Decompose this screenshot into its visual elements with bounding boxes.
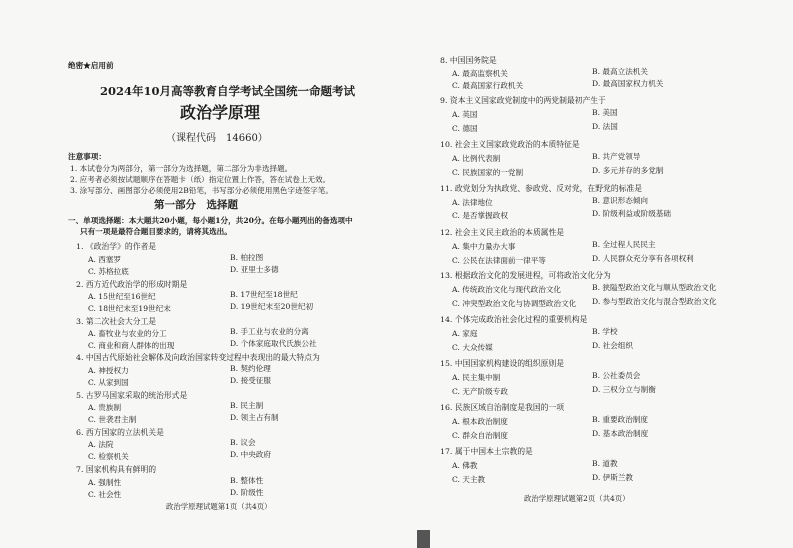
option-c: C. 无产阶级专政	[452, 387, 508, 396]
option-a: A. 英国	[452, 110, 478, 119]
scan-registration-mark	[417, 530, 430, 548]
option-d: D. 中央政府	[230, 450, 272, 459]
option-c: C. 最高国家行政机关	[452, 81, 524, 90]
option-a: A. 畜牧业与农业的分工	[88, 329, 167, 338]
option-c: C. 检察机关	[88, 452, 129, 461]
option-c: C. 公民在法律面前一律平等	[452, 256, 546, 265]
option-d: D. 多元并存的多党制	[592, 166, 664, 175]
option-a: A. 家庭	[452, 329, 478, 338]
option-c: C. 商业和商人群体的出现	[88, 341, 175, 350]
option-d: D. 三权分立与制衡	[592, 385, 656, 394]
course-code: （课程代码 14660）	[166, 133, 268, 144]
option-a: A. 西塞罗	[88, 255, 122, 264]
option-c: C. 是否掌握政权	[452, 211, 508, 220]
note-item: 3. 涂写部分、画图部分必须使用2B铅笔，书写部分必须使用黑色字迹签字笔。	[70, 186, 334, 195]
section-intro: 一、单项选择题：本大题共20小题，每小题1分，共20分。在每小题列出的备选项中	[68, 216, 353, 225]
option-a: A. 比例代表制	[452, 154, 501, 163]
option-a: A. 最高监察机关	[452, 69, 508, 78]
option-a: A. 法院	[88, 440, 114, 449]
option-a: A. 民主集中制	[452, 373, 501, 382]
page-footer: 政治学原理试题第2页（共4页）	[524, 494, 630, 503]
option-c: C. 世袭君主制	[88, 415, 137, 424]
question-stem: 6. 西方国家的立法机关是	[76, 428, 164, 437]
section-intro: 只有一项是最符合题目要求的，请将其选出。	[80, 227, 232, 236]
question-stem: 12. 社会主义民主政治的本质属性是	[440, 228, 565, 237]
option-b: B. 公社委员会	[592, 371, 641, 380]
option-b: B. 民主制	[230, 401, 264, 410]
question-stem: 5. 古罗马国家采取的统治形式是	[76, 391, 188, 400]
option-c: C. 民族国家的一党制	[452, 168, 524, 177]
option-d: D. 伊斯兰教	[592, 473, 634, 482]
option-c: C. 苏格拉底	[88, 267, 129, 276]
option-a: A. 传统政治文化与现代政治文化	[452, 285, 562, 294]
option-d: D. 领主占有制	[230, 413, 279, 422]
option-d: D. 阶级性	[230, 488, 264, 497]
question-stem: 1. 《政治学》的作者是	[76, 242, 157, 251]
question-stem: 13. 根据政治文化的发展进程，可将政治文化分为	[440, 271, 611, 280]
option-a: A. 强制性	[88, 478, 122, 487]
option-d: D. 阶级利益或阶级基础	[592, 209, 671, 218]
confidential-label: 绝密★启用前	[68, 61, 114, 70]
option-c: C. 群众自治制度	[452, 431, 508, 440]
question-stem: 7. 国家机构具有鲜明的	[76, 465, 157, 474]
question-stem: 17. 属于中国本土宗教的是	[440, 447, 533, 456]
option-b: B. 柏拉图	[230, 253, 264, 262]
option-c: C. 冲突型政治文化与协调型政治文化	[452, 299, 577, 308]
option-b: B. 最高立法机关	[592, 67, 648, 76]
option-b: B. 美国	[592, 108, 618, 117]
option-b: B. 重要政治制度	[592, 415, 648, 424]
option-b: B. 手工业与农业的分离	[230, 327, 309, 336]
question-stem: 9. 资本主义国家政党制度中的两党制最初产生于	[440, 96, 606, 105]
option-b: B. 狭隘型政治文化与顺从型政治文化	[592, 283, 717, 292]
option-c: C. 从家到国	[88, 378, 129, 387]
question-stem: 15. 中国国家机构建设的组织原则是	[440, 359, 565, 368]
option-c: C. 德国	[452, 124, 478, 133]
option-d: D. 亚里士多德	[230, 265, 279, 274]
question-stem: 2. 西方近代政治学的形成时期是	[76, 280, 188, 289]
option-b: B. 整体性	[230, 476, 264, 485]
option-b: B. 契约伦理	[230, 364, 271, 373]
option-b: B. 意识形态倾向	[592, 196, 648, 205]
option-d: D. 最高国家权力机关	[592, 79, 664, 88]
question-stem: 3. 第二次社会大分工是	[76, 317, 157, 326]
question-stem: 8. 中国国务院是	[440, 56, 497, 65]
option-c: C. 社会性	[88, 490, 122, 499]
option-d: D. 人民群众充分享有各项权利	[592, 254, 694, 263]
question-stem: 14. 个体完成政治社会化过程的重要机构是	[440, 315, 588, 324]
option-d: D. 参与型政治文化与混合型政治文化	[592, 297, 717, 306]
option-b: B. 议会	[230, 438, 256, 447]
note-item: 1. 本试卷分为两部分，第一部分为选择题，第二部分为非选择题。	[70, 164, 293, 173]
option-b: B. 共产党领导	[592, 152, 641, 161]
option-b: B. 道教	[592, 459, 618, 468]
option-a: A. 神授权力	[88, 366, 129, 375]
notes-title: 注意事项：	[68, 152, 106, 161]
option-a: A. 贵族制	[88, 403, 122, 412]
option-a: A. 集中力量办大事	[452, 242, 516, 251]
subject-title: 政治学原理	[180, 103, 261, 122]
option-c: C. 18世纪末至19世纪末	[88, 304, 171, 313]
option-d: D. 社会组织	[592, 341, 634, 350]
exam-title: 2024年10月高等教育自学考试全国统一命题考试	[100, 84, 356, 98]
question-stem: 10. 社会主义国家政党政治的本质特征是	[440, 140, 580, 149]
option-b: B. 学校	[592, 327, 618, 336]
exam-page-2	[400, 0, 793, 548]
option-d: D. 基本政治制度	[592, 429, 649, 438]
option-a: A. 15世纪至16世纪	[88, 292, 156, 301]
page-footer: 政治学原理试题第1页（共4页）	[166, 502, 272, 511]
option-a: A. 根本政治制度	[452, 417, 508, 426]
question-stem: 11. 政党划分为执政党、参政党、反对党，在野党的标准是	[440, 184, 643, 193]
option-d: D. 法国	[592, 122, 618, 131]
note-item: 2. 应考者必须按试题顺序在答题卡（纸）指定位置上作答，答在试卷上无效。	[70, 175, 331, 184]
option-c: C. 大众传媒	[452, 343, 493, 352]
section-title: 第一部分 选择题	[154, 199, 238, 211]
option-d: D. 19世纪末至20世纪初	[230, 302, 314, 311]
option-a: A. 法律地位	[452, 198, 493, 207]
option-b: B. 17世纪至18世纪	[230, 290, 298, 299]
question-stem: 16. 民族区域自治制度是我国的一项	[440, 403, 565, 412]
question-stem: 4. 中国古代原始社会解体及向政治国家转变过程中表现出的最大特点为	[76, 353, 320, 362]
option-c: C. 天主教	[452, 475, 486, 484]
option-d: D. 个体家庭取代氏族公社	[230, 339, 317, 348]
option-a: A. 佛教	[452, 461, 478, 470]
option-b: B. 全过程人民民主	[592, 240, 656, 249]
option-d: D. 接受征服	[230, 376, 272, 385]
